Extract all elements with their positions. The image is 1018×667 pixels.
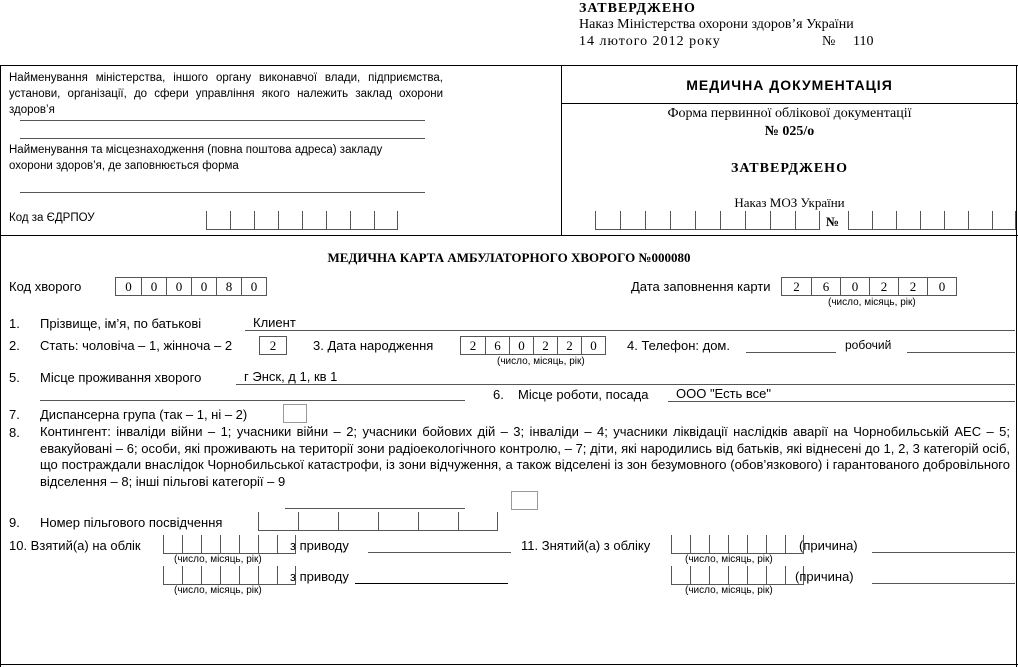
patient-code-digit: 0 xyxy=(125,278,132,294)
registered-date-cells-1[interactable] xyxy=(163,535,296,554)
removed-hint-2: (число, місяць, рік) xyxy=(685,585,773,596)
benefit-cert-cells[interactable] xyxy=(258,512,498,531)
f5-num: 5. xyxy=(9,370,20,385)
registered-reason-label-2: з приводу xyxy=(290,569,349,584)
gender-box[interactable] xyxy=(259,336,287,355)
birth-date-digit: 0 xyxy=(509,337,533,354)
patient-code-label: Код хворого xyxy=(9,279,82,294)
form-number: № 025/о xyxy=(764,124,815,139)
removed-date-cells-2[interactable] xyxy=(671,566,804,585)
f7-label: Диспансерна група (так – 1, ні – 2) xyxy=(40,407,248,422)
address-value: г Энск, д 1, кв 1 xyxy=(244,369,338,384)
registered-hint-2: (число, місяць, рік) xyxy=(174,585,262,596)
f6-num: 6. xyxy=(493,387,504,402)
f9-num: 9. xyxy=(9,515,20,530)
header-order: Наказ Міністерства охорони здоров’я України xyxy=(579,17,854,32)
address-line-2[interactable] xyxy=(40,386,465,401)
home-phone-input[interactable] xyxy=(746,336,836,353)
removed-reason-label-1: (причина) xyxy=(799,538,858,553)
ministry-label: Найменування міністерства, іншого органу виконавчої влади, підприємства, установи, організації, до сфери управління якого належить заклад охорони здоров’я xyxy=(9,72,443,116)
header-date: 14 лютого 2012 року xyxy=(579,34,721,49)
card-title: МЕДИЧНА КАРТА АМБУЛАТОРНОГО ХВОРОГО №000080 xyxy=(327,250,691,265)
f2-label: Стать: чоловіча – 1, жінноча – 2 xyxy=(40,338,233,353)
birth-date-digit: 6 xyxy=(485,337,509,354)
frame-mid xyxy=(0,235,1018,236)
f11-label: 11. Знятий(а) з обліку xyxy=(521,538,651,553)
fill-date-label: Дата заповнення карти xyxy=(631,279,771,294)
work-value: ООО "Есть все" xyxy=(676,386,772,401)
removed-reason-label-2: (причина) xyxy=(795,569,854,584)
f1-label: Прізвище, ім’я, по батькові xyxy=(40,316,202,331)
birth-date-digit: 2 xyxy=(469,337,477,353)
address-input[interactable] xyxy=(236,368,1015,385)
removed-reason-input-2[interactable] xyxy=(872,567,1015,584)
facility-line[interactable] xyxy=(20,192,425,193)
f7-num: 7. xyxy=(9,407,20,422)
patient-code-cells[interactable] xyxy=(115,277,267,296)
patient-code-digit: 0 xyxy=(141,278,166,295)
order-date-cells[interactable] xyxy=(595,211,820,230)
fill-date-digit: 6 xyxy=(811,278,840,295)
registered-reason-input-1[interactable] xyxy=(368,536,511,553)
birth-date-digit: 0 xyxy=(581,337,605,354)
frame-top xyxy=(0,65,1018,66)
registered-reason-label-1: з приводу xyxy=(290,538,349,553)
ministry-line-1[interactable] xyxy=(20,120,425,121)
f5-label: Місце проживання хворого xyxy=(40,370,202,385)
f2-num: 2. xyxy=(9,338,20,353)
order-num-sign: № xyxy=(826,214,840,229)
fill-date-cells[interactable] xyxy=(781,277,957,296)
frame-left xyxy=(0,65,1,667)
work-input[interactable] xyxy=(668,385,1015,402)
birth-date-digit: 2 xyxy=(533,337,557,354)
frame-right xyxy=(1016,65,1017,667)
fill-date-digit: 0 xyxy=(840,278,869,295)
medical-doc-title: МЕДИЧНА ДОКУМЕНТАЦІЯ xyxy=(686,77,893,93)
removed-date-cells-1[interactable] xyxy=(671,535,804,554)
header-approved: ЗАТВЕРДЖЕНО xyxy=(579,1,696,16)
name-input[interactable] xyxy=(245,314,1015,331)
form-label: Форма первинної облікової документації xyxy=(667,106,912,121)
dispensary-box[interactable] xyxy=(283,404,307,423)
frame-right-sep xyxy=(561,103,1018,104)
patient-code-digit: 0 xyxy=(241,278,266,295)
work-phone-input[interactable] xyxy=(907,336,1015,353)
fill-date-digit: 2 xyxy=(793,278,800,294)
fill-date-digit: 0 xyxy=(927,278,956,295)
order-number-cells[interactable] xyxy=(848,211,1016,230)
removed-hint-1: (число, місяць, рік) xyxy=(685,554,773,565)
f6-label: Місце роботи, посада xyxy=(518,387,649,402)
right-approved: ЗАТВЕРДЖЕНО xyxy=(731,161,848,176)
moz-order: Наказ МОЗ України xyxy=(734,195,845,210)
patient-code-digit: 0 xyxy=(191,278,216,295)
f8-text: Контингент: інваліди війни – 1; учасники війни – 2; учасники бойових дій – 3; інваліди – 4; учасники ліквідації наслідків аварії на Чорнобильській АЕС – 5; евакуйовані – 6; особи, які проживають на території зони радіоекологічного контролю, – 7; діти, які народились від батьків, які віднесені до 1, 2, 3 категорій осіб, що постраждали внаслідок Чорнобильської катастрофи, із зони відчуження, а також відселені із зон безумовного (обов’язкового) і гарантованого добровільного відселення – 8; інші пільгові категорії – 9 xyxy=(40,424,1010,489)
header-num-sign: № xyxy=(822,34,836,49)
birth-date-cells[interactable] xyxy=(460,336,606,355)
name-value: Клиент xyxy=(253,315,296,330)
f9-label: Номер пільгового посвідчення xyxy=(40,515,223,530)
removed-reason-input-1[interactable] xyxy=(872,536,1015,553)
contingent-box[interactable] xyxy=(511,491,538,510)
header-num: 110 xyxy=(853,34,874,49)
fill-date-digit: 2 xyxy=(869,278,898,295)
birth-date-hint: (число, місяць, рік) xyxy=(497,356,585,367)
facility-label: Найменування та місцезнаходження (повна поштова адреса) закладу охорони здоров’я, де заповнюється форма xyxy=(9,144,383,172)
f3-label: 3. Дата народження xyxy=(313,338,434,353)
f4-label: 4. Телефон: дом. xyxy=(627,338,730,353)
registered-reason-input-2[interactable] xyxy=(355,567,508,584)
edrpou-cells[interactable] xyxy=(206,211,398,230)
f10-label: 10. Взятий(а) на облік xyxy=(9,538,141,553)
gender-value: 2 xyxy=(269,337,277,353)
ministry-line-2[interactable] xyxy=(20,138,425,139)
fill-date-digit: 2 xyxy=(898,278,927,295)
birth-date-digit: 2 xyxy=(557,337,581,354)
registered-hint-1: (число, місяць, рік) xyxy=(174,554,262,565)
edrpou-label: Код за ЄДРПОУ xyxy=(9,212,95,224)
frame-bottom xyxy=(0,664,1018,665)
contingent-line[interactable] xyxy=(285,494,465,509)
f4-work-label: робочий xyxy=(845,338,892,352)
f1-num: 1. xyxy=(9,316,20,331)
fill-date-hint: (число, місяць, рік) xyxy=(828,297,916,308)
patient-code-digit: 8 xyxy=(216,278,241,295)
patient-code-digit: 0 xyxy=(166,278,191,295)
f8-num: 8. xyxy=(9,425,20,440)
registered-date-cells-2[interactable] xyxy=(163,566,296,585)
